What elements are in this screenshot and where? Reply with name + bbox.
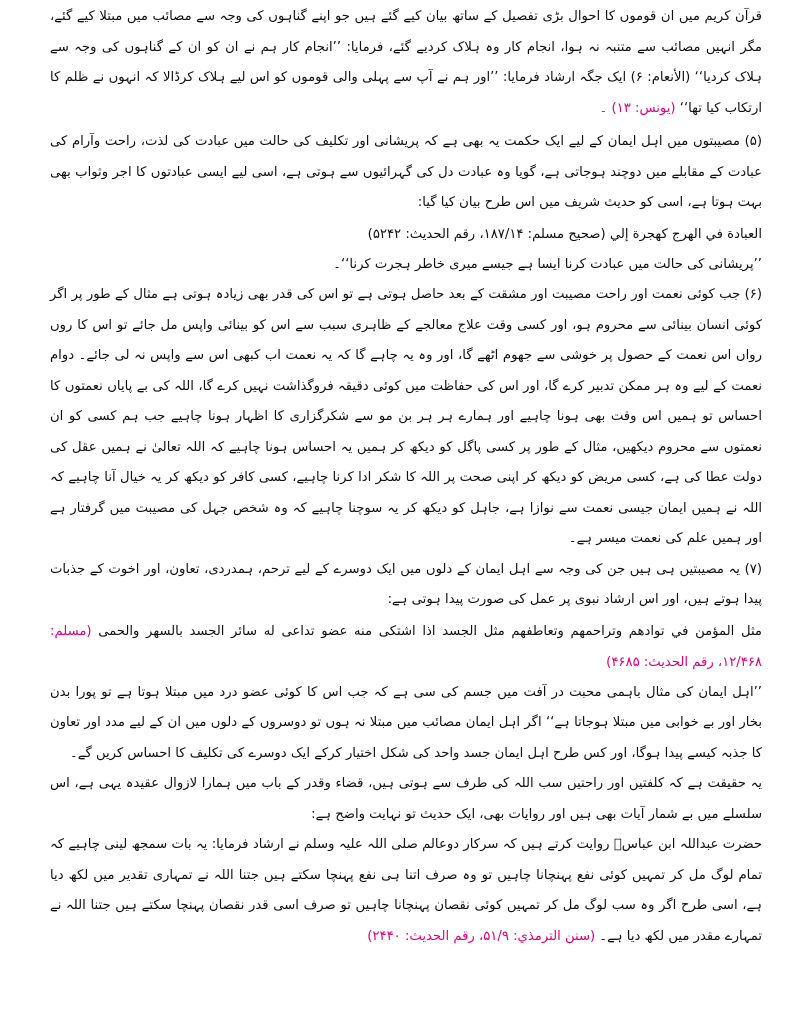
hadith-text: مثل المؤمن في توادهم وتراحمهم وتعاطفهم مثل الجسد اذا اشتكى منه عضو تداعى له سائر الجسد بالسهر والحمى <box>98 623 762 639</box>
hadith-arabic-2 <box>50 616 762 678</box>
translation-text: ’’اہل ایمان کی مثال باہمی محبت در آفت میں جسم کی سی ہے کہ جب اس کا کوئی عضو درد میں مبتلا ہوتا ہے تو پورا بدن بخار اور بے خوابی میں مبتلا ہوجاتا ہے‘‘ اگر اہل ایمان مصائب میں مبتلا نہ ہوں تو دوسروں کے دلوں میں ان کے لیے مدد اور تعاون کا جذبہ کیسے پیدا ہوگا، اور کس طرح اہل ایمان جسد واحد کی شکل اختیار کرکے ایک دوسرے کی تکلیف کا احساس کریں گے۔ <box>50 684 762 761</box>
paragraph-ibn-abbas <box>50 830 762 952</box>
hadith-arabic-1 <box>50 219 762 250</box>
paragraph-point-7 <box>50 555 762 616</box>
paragraph-point-5 <box>50 127 762 219</box>
paragraph-text: (۷) یہ مصیبتیں ہی ہیں جن کی وجہ سے اہل ایمان کے دلوں میں ایک دوسرے کے لیے ترحم، ہمدردی، تعاون، اور اخوت کے جذبات پیدا ہوتے ہیں، اور اس ارشاد نبوی پر عمل کی صورت پیدا ہوتی ہے: <box>50 561 762 607</box>
hadith-translation-2 <box>50 678 762 770</box>
paragraph-point-6 <box>50 280 762 555</box>
paragraph-text: حضرت عبداللہ ابن عباسؓ روایت کرتے ہیں کہ سرکار دوعالم صلی اللہ علیہ وسلم نے ارشاد فرمایا: یہ بات سمجھ لینی چاہیے کہ تمام لوگ مل کر تمہیں کوئی نفع پہنچانا چاہیں تو وہ صرف اتنا ہی نفع پہنچا سکتے ہیں جتنا اللہ نے تمہاری تقدیر میں لکھ دیا ہے، اسی طرح اگر وہ سب لوگ مل کر تمہیں کوئی نقصان پہنچانا چاہیں تو صرف اسی قدر نقصان پہنچا سکتے ہیں جتنا اللہ نے تمہارے مقدر میں لکھ دیا ہے۔ <box>50 837 762 944</box>
paragraph-text: (۵) مصیبتوں میں اہل ایمان کے لیے ایک حکمت یہ بھی ہے کہ پریشانی اور تکلیف کی حالت میں عبادت کی لذت، راحت وآرام کی عبادت کے مقابلے میں دوچند ہوجاتی ہے، گویا وہ عبادت دل کی گہرائیوں سے ہوتی ہے، اسی لیے ایسی عبادتوں کا اجر وثواب بھی بہت ہوتا ہے، اسی کو حدیث شریف میں اس طرح بیان کیا گیا: <box>50 134 762 210</box>
paragraph-text: قرآن کریم میں ان قوموں کا احوال بڑی تفصیل کے ساتھ بیان کیے گئے ہیں جو اپنے گناہوں کی وجہ سے مصائب میں مبتلا کیے گئے، مگر انہیں مصائب سے متنبہ نہ ہوا، انجام کار وہ ہلاک کردیے گئے، فرمایا: ’’انجام کار ہم نے ان کو ان کے گناہوں کی وجہ سے ہلاک کردیا‘‘ (الأنعام: ۶) ایک جگہ ارشاد فرمایا: ’’اور ہم نے آپ سے پہلی والی قوموں کو اس لیے ہلاک کرڈالا کہ انہوں نے ظلم کا ارتکاب کیا تھا‘‘ <box>50 9 762 116</box>
reference-muslim: (مسلم: ۱۲/۴۶۸، رقم الحديث: ۴۶۸۵) <box>50 623 762 670</box>
translation-text: ’’پریشانی کی حالت میں عبادت کرنا ایسا ہے جیسے میری خاطر ہجرت کرنا‘‘۔ <box>333 256 762 272</box>
hadith-translation-1 <box>50 250 762 281</box>
paragraph-text: (۶) جب کوئی نعمت اور راحت مصیبت اور مشقت کے بعد حاصل ہوتی ہے تو اس کی قدر بھی زیادہ ہوتی ہے مثال کے طور پر اگر کوئی انسان بینائی سے محروم ہو، اور کسی وقت علاج معالجے کے ظاہری سبب سے اس کو بینائی واپس مل جائے تو اس کا روں رواں اس نعمت کے حصول پر خوشی سے جھوم اٹھے گا، اور وہ یہ چاہے گا کہ یہ نعمت اب کبھی اس سے واپس نہ لی جائے۔ دوام نعمت کے لیے وہ ہر ممکن تدبیر کرے گا، اور اس کی حفاظت میں کوئی دقیقہ فروگذاشت نہیں کرے گا، اللہ کی بے پایاں نعمتوں کا احساس تو ہمیں اس وقت بھی ہونا چاہیے اور ہمارے ہر ہر بن مو سے شکرگزاری کا اظہار ہونا چاہیے جب ہم کسی کو ان نعمتوں سے محروم دیکھیں، مثال کے طور پر کسی پاگل کو دیکھ کر ہمیں یہ احساس ہونا چاہیے کہ اللہ تعالیٰ نے ہمیں عقل کی دولت عطا کی ہے، کسی مریض کو دیکھ کر اپنی صحت پر اللہ کا شکر ادا کرنا چاہیے، کسی کافر کو دیکھ کر یہ خیال آنا چاہیے کہ اللہ نے ہمیں ایمان جیسی نعمت سے نوازا ہے، جاہل کو دیکھ کر یہ سوچنا چاہیے کہ وہ شخص جہل کی مصیبت میں گرفتار ہے اور ہمیں علم کی نعمت میسر ہے۔ <box>50 287 762 546</box>
reference-tirmidhi: (سنن الترمذي: ۵۱/۹، رقم الحديث: ۲۴۴۰) <box>367 928 596 944</box>
paragraph-qada-qadar <box>50 769 762 830</box>
reference-yunus: (یونس: ۱۳) ۔ <box>599 100 676 116</box>
paragraph-text: یہ حقیقت ہے کہ کلفتیں اور راحتیں سب اللہ کی طرف سے ہوتی ہیں، قضاء وقدر کے باب میں ہمارا لازوال عقیدہ یہی ہے، اس سلسلے میں بے شمار آیات بھی ہیں اور روایات بھی، ایک حدیث تو نہایت واضح ہے: <box>50 776 762 822</box>
hadith-text: العبادة في الهرج كهجرة إلي (صحيح مسلم: ۱۸۷/۱۴، رقم الحديث: ۵۲۴۲) <box>367 226 762 242</box>
paragraph-quran-nations <box>50 2 762 124</box>
